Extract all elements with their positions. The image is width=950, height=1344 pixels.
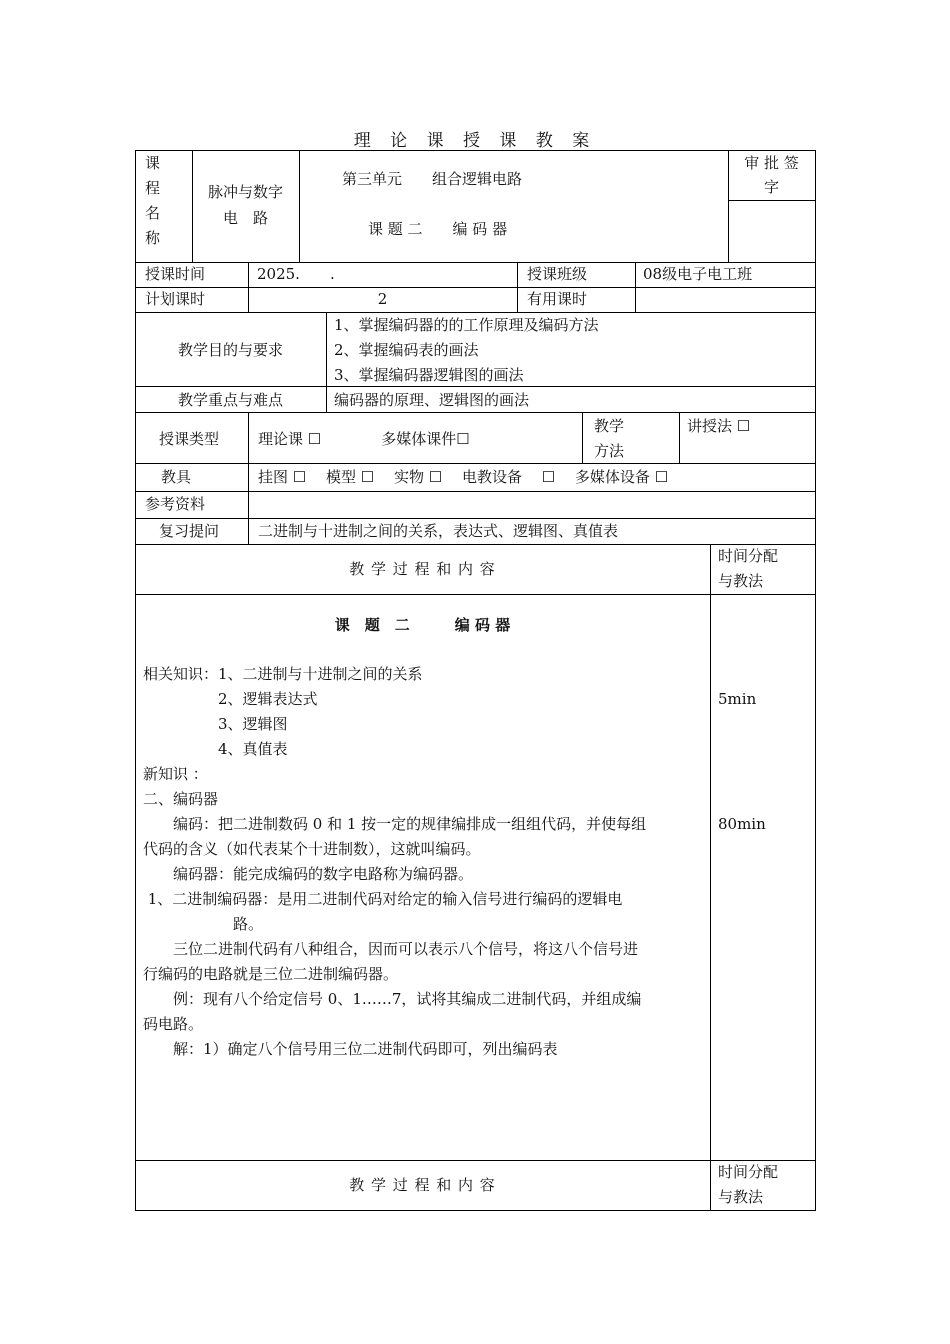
time-value: 2025. .	[257, 265, 335, 283]
content-line: 编码：把二进制数码 0 和 1 按一定的规律编排成一组组代码，并使每组	[143, 815, 647, 833]
goals-label: 教学目的与要求	[177, 341, 283, 359]
tools-label: 教具	[161, 468, 192, 486]
content-line: 相关知识：1、二进制与十进制之间的关系	[143, 665, 423, 683]
teaching-method-value: 讲授法 ☐	[687, 417, 751, 435]
col-line	[582, 412, 583, 463]
page-title: 理 论 课 授 课 教 案	[353, 131, 597, 151]
goal-item: 3、掌握编码器逻辑图的画法	[334, 366, 524, 384]
class-label: 授课班级	[527, 265, 588, 283]
col-line	[326, 312, 327, 412]
lesson-plan-table: 课 程 名 称 脉冲与数字 电 路 第三单元 组合逻辑电路 课 题 二 编 码 器 审 批 签 字 授课时间 2025. . 授课班级 08级电子电工班 计划课时 2 有用课时 教学目的与要求 1、掌握编码器的的工作原理及编码方法 2、掌握编码表的画法 3、掌握编码器逻辑图的画法 教学重点与难点 编码器的原理、逻辑图的画法 授课类型 理论课 ☐ 多媒体课件☐ 教学 方法 讲授法 ☐ 教具 挂图 ☐ 模型 ☐ 实物 ☐ 电教设备 ☐ 多媒体设备 ☐ 参考资料 复习提问 二进制与十进制之间的关系，表达式、逻辑图、真值表 教 学 过 程 和 内 容 时间分配 与教法 课 题 二 编 码 器 相关知识：1、二进制与十进制之间的关系 2、逻辑表达式 3、逻辑图 4、真值表 新知识 ： 二、编码器 编码：把二进制数码 0 和 1 按一定的规律编排成一组组代码，并使每组 代码的含义（如代表某个十进制数），这就叫编码。 编码器：能完成编码的数字电路称为编码器。 1、二进制编码器：是用二进制代码对给定的输入信号进行编码的逻辑电 路。 三位二进制代码有八种组合，因而可以表示八个信号，将这八个信号进 行编码的电路就是三位二进制编码器。 例：现有八个给定信号 0、1……7，试将其编成二进制代码，并组成编 码电路。 解：1）确定八个信号用三位二进制代码即可，列出编码表 5min 80min 教 学 过 程 和 内 容 时间分配 与教法	[135, 150, 815, 1211]
content-line: 代码的含义（如代表某个十进制数），这就叫编码。	[143, 840, 481, 858]
planned-hours-value: 2	[377, 290, 388, 308]
goal-item: 2、掌握编码表的画法	[334, 341, 479, 359]
content-line: 2、逻辑表达式	[143, 690, 318, 708]
row-line	[135, 594, 815, 595]
time-label: 授课时间	[145, 265, 206, 283]
lesson-type-label: 授课类型	[159, 430, 220, 448]
review-label: 复习提问	[159, 522, 220, 540]
row-line	[135, 518, 815, 519]
content-line: 1、二进制编码器：是用二进制代码对给定的输入信号进行编码的逻辑电	[143, 890, 623, 908]
row-line	[135, 312, 815, 313]
goal-item: 1、掌握编码器的的工作原理及编码方法	[334, 316, 599, 334]
key-points-value: 编码器的原理、逻辑图的画法	[334, 391, 530, 409]
tools-value: 挂图 ☐ 模型 ☐ 实物 ☐ 电教设备 ☐ 多媒体设备 ☐	[258, 468, 669, 486]
col-line	[192, 150, 193, 262]
lesson-type-value: 理论课 ☐ 多媒体课件☐	[258, 430, 470, 448]
col-line	[679, 412, 680, 463]
key-points-label: 教学重点与难点	[177, 391, 283, 409]
content-line: 路。	[143, 915, 264, 933]
content-heading: 课 题 二 编 码 器	[334, 616, 511, 634]
row-line	[135, 463, 815, 464]
content-line: 例：现有八个给定信号 0、1……7，试将其编成二进制代码，并组成编	[143, 990, 642, 1008]
row-line	[135, 412, 815, 413]
content-line: 编码器：能完成编码的数字电路称为编码器。	[143, 865, 474, 883]
row-line	[135, 262, 815, 263]
row-line	[135, 1160, 815, 1161]
content-line: 码电路。	[143, 1015, 204, 1033]
process-header: 教 学 过 程 和 内 容	[349, 560, 496, 578]
topic-title: 课 题 二 编 码 器	[368, 220, 508, 238]
class-value: 08级电子电工班	[643, 265, 753, 283]
col-line	[248, 412, 249, 544]
col-line	[710, 544, 711, 1211]
useful-hours-label: 有用课时	[527, 290, 588, 308]
row-line	[135, 150, 815, 151]
time-value-2: 80min	[718, 815, 766, 833]
planned-hours-label: 计划课时	[145, 290, 206, 308]
col-line	[299, 150, 300, 262]
content-line: 解：1）确定八个信号用三位二进制代码即可，列出编码表	[143, 1040, 558, 1058]
row-line	[135, 1210, 815, 1211]
process-header-repeat: 教 学 过 程 和 内 容	[349, 1176, 496, 1194]
review-value: 二进制与十进制之间的关系，表达式、逻辑图、真值表	[258, 522, 619, 540]
row-line	[135, 491, 815, 492]
col-line	[135, 150, 136, 1211]
content-line: 4、真值表	[143, 740, 288, 758]
col-line	[635, 262, 636, 312]
col-line	[517, 262, 518, 312]
content-line: 新知识 ：	[143, 765, 208, 783]
row-line	[135, 386, 815, 387]
unit-title: 第三单元 组合逻辑电路	[342, 170, 523, 188]
content-line: 三位二进制代码有八种组合，因而可以表示八个信号，将这八个信号进	[143, 940, 639, 958]
col-line	[815, 150, 816, 1211]
row-line	[135, 287, 815, 288]
row-line	[135, 544, 815, 545]
time-value-1: 5min	[718, 690, 757, 708]
content-line: 二、编码器	[143, 790, 219, 808]
content-line: 行编码的电路就是三位二进制编码器。	[143, 965, 399, 983]
row-line	[728, 200, 815, 201]
reference-label: 参考资料	[145, 495, 206, 513]
content-line: 3、逻辑图	[143, 715, 288, 733]
